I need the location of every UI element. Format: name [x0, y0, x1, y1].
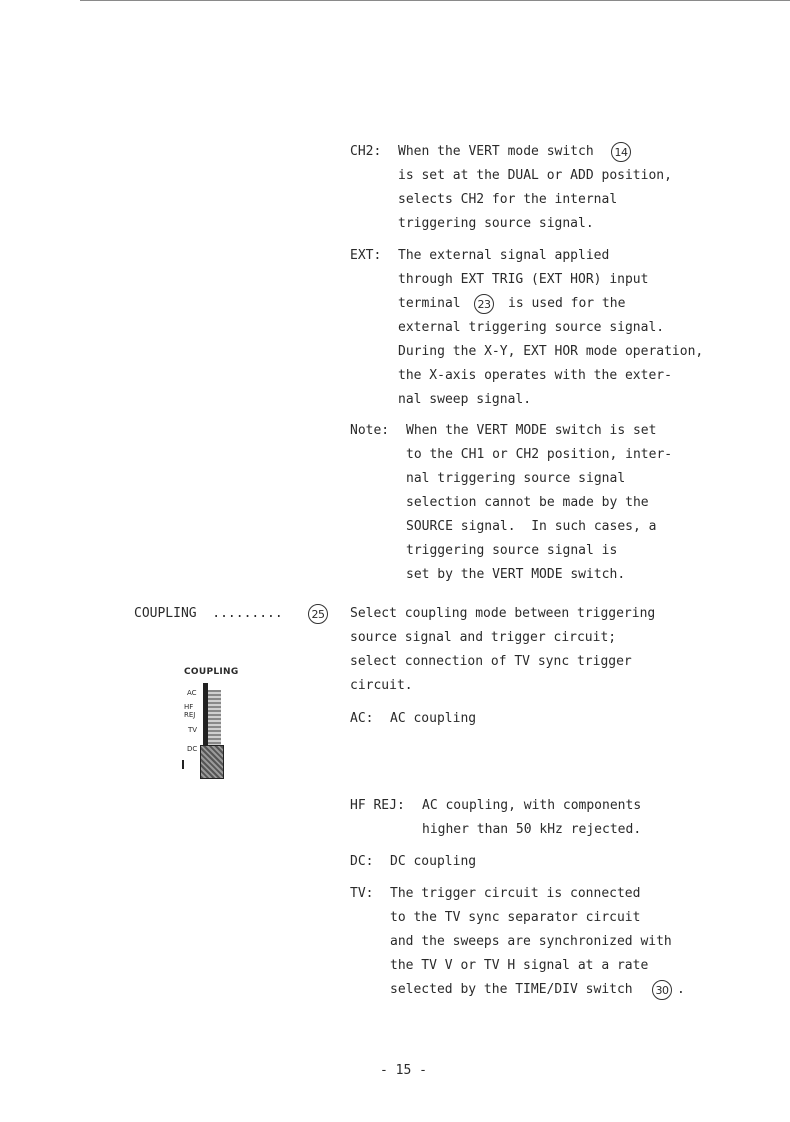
coupling-panel-title: COUPLING: [184, 667, 239, 677]
tv-label: TV:: [350, 886, 374, 901]
note-line-7: set by the VERT MODE switch.: [406, 567, 626, 582]
ext-line-7: nal sweep signal.: [398, 392, 532, 407]
tv-line-3: and the sweeps are synchronized with: [390, 934, 672, 949]
note-line-5: SOURCE signal. In such cases, a: [406, 519, 657, 534]
tv-tail: .: [677, 982, 685, 997]
coupling-line-3: select connection of TV sync trigger: [350, 654, 632, 669]
panel-pos-dc: DC: [187, 745, 198, 753]
tv-line-2: to the TV sync separator circuit: [390, 910, 641, 925]
coupling-switch-tick: [182, 760, 184, 769]
coupling-line-1: Select coupling mode between triggering: [350, 606, 656, 621]
coupling-line-2: source signal and trigger circuit;: [350, 630, 617, 645]
note-line-6: triggering source signal is: [406, 543, 618, 558]
ext-line-6: the X-axis operates with the exter-: [398, 368, 672, 383]
hfrej-line-1: AC coupling, with components: [422, 798, 642, 813]
dc-label: DC:: [350, 854, 374, 869]
dc-text: DC coupling: [390, 854, 477, 869]
ext-label: EXT:: [350, 248, 382, 263]
panel-pos-ac: AC: [187, 689, 197, 697]
hfrej-label: HF REJ:: [350, 798, 405, 813]
ext-line-1: The external signal applied: [398, 248, 610, 263]
ch2-line-4: triggering source signal.: [398, 216, 594, 231]
coupling-heading: COUPLING .........: [134, 606, 283, 621]
ext-line-4: external triggering source signal.: [398, 320, 665, 335]
note-line-4: selection cannot be made by the: [406, 495, 649, 510]
tv-line-5: selected by the TIME/DIV switch: [390, 982, 633, 997]
coupling-line-4: circuit.: [350, 678, 413, 693]
panel-pos-hfrej: HF REJ: [184, 703, 196, 719]
ac-label: AC:: [350, 711, 374, 726]
ch2-line-3: selects CH2 for the internal: [398, 192, 618, 207]
note-line-3: nal triggering source signal: [406, 471, 626, 486]
ext-line-3a: terminal: [398, 296, 461, 311]
ext-line-2: through EXT TRIG (EXT HOR) input: [398, 272, 649, 287]
hfrej-line-2: higher than 50 kHz rejected.: [422, 822, 642, 837]
page-number: - 15 -: [380, 1063, 427, 1078]
ch2-label: CH2:: [350, 144, 382, 159]
ref-25: 25: [308, 604, 328, 624]
ref-30: 30: [652, 980, 672, 1000]
note-line-1: When the VERT MODE switch is set: [406, 423, 657, 438]
note-label: Note:: [350, 423, 390, 438]
ac-text: AC coupling: [390, 711, 477, 726]
ch2-line-2: is set at the DUAL or ADD position,: [398, 168, 672, 183]
ext-line-3b: is used for the: [508, 296, 626, 311]
tv-line-1: The trigger circuit is connected: [390, 886, 641, 901]
ch2-line-1: When the VERT mode switch: [398, 144, 594, 159]
coupling-switch-rail: [207, 690, 221, 748]
tv-line-4: the TV V or TV H signal at a rate: [390, 958, 649, 973]
note-line-2: to the CH1 or CH2 position, inter-: [406, 447, 673, 462]
ref-14: 14: [611, 142, 631, 162]
page-top-rule: [80, 0, 790, 1]
ext-line-5: During the X-Y, EXT HOR mode operation,: [398, 344, 704, 359]
ref-23: 23: [474, 294, 494, 314]
coupling-switch-knob: [200, 745, 224, 779]
panel-pos-tv: TV: [188, 726, 198, 734]
